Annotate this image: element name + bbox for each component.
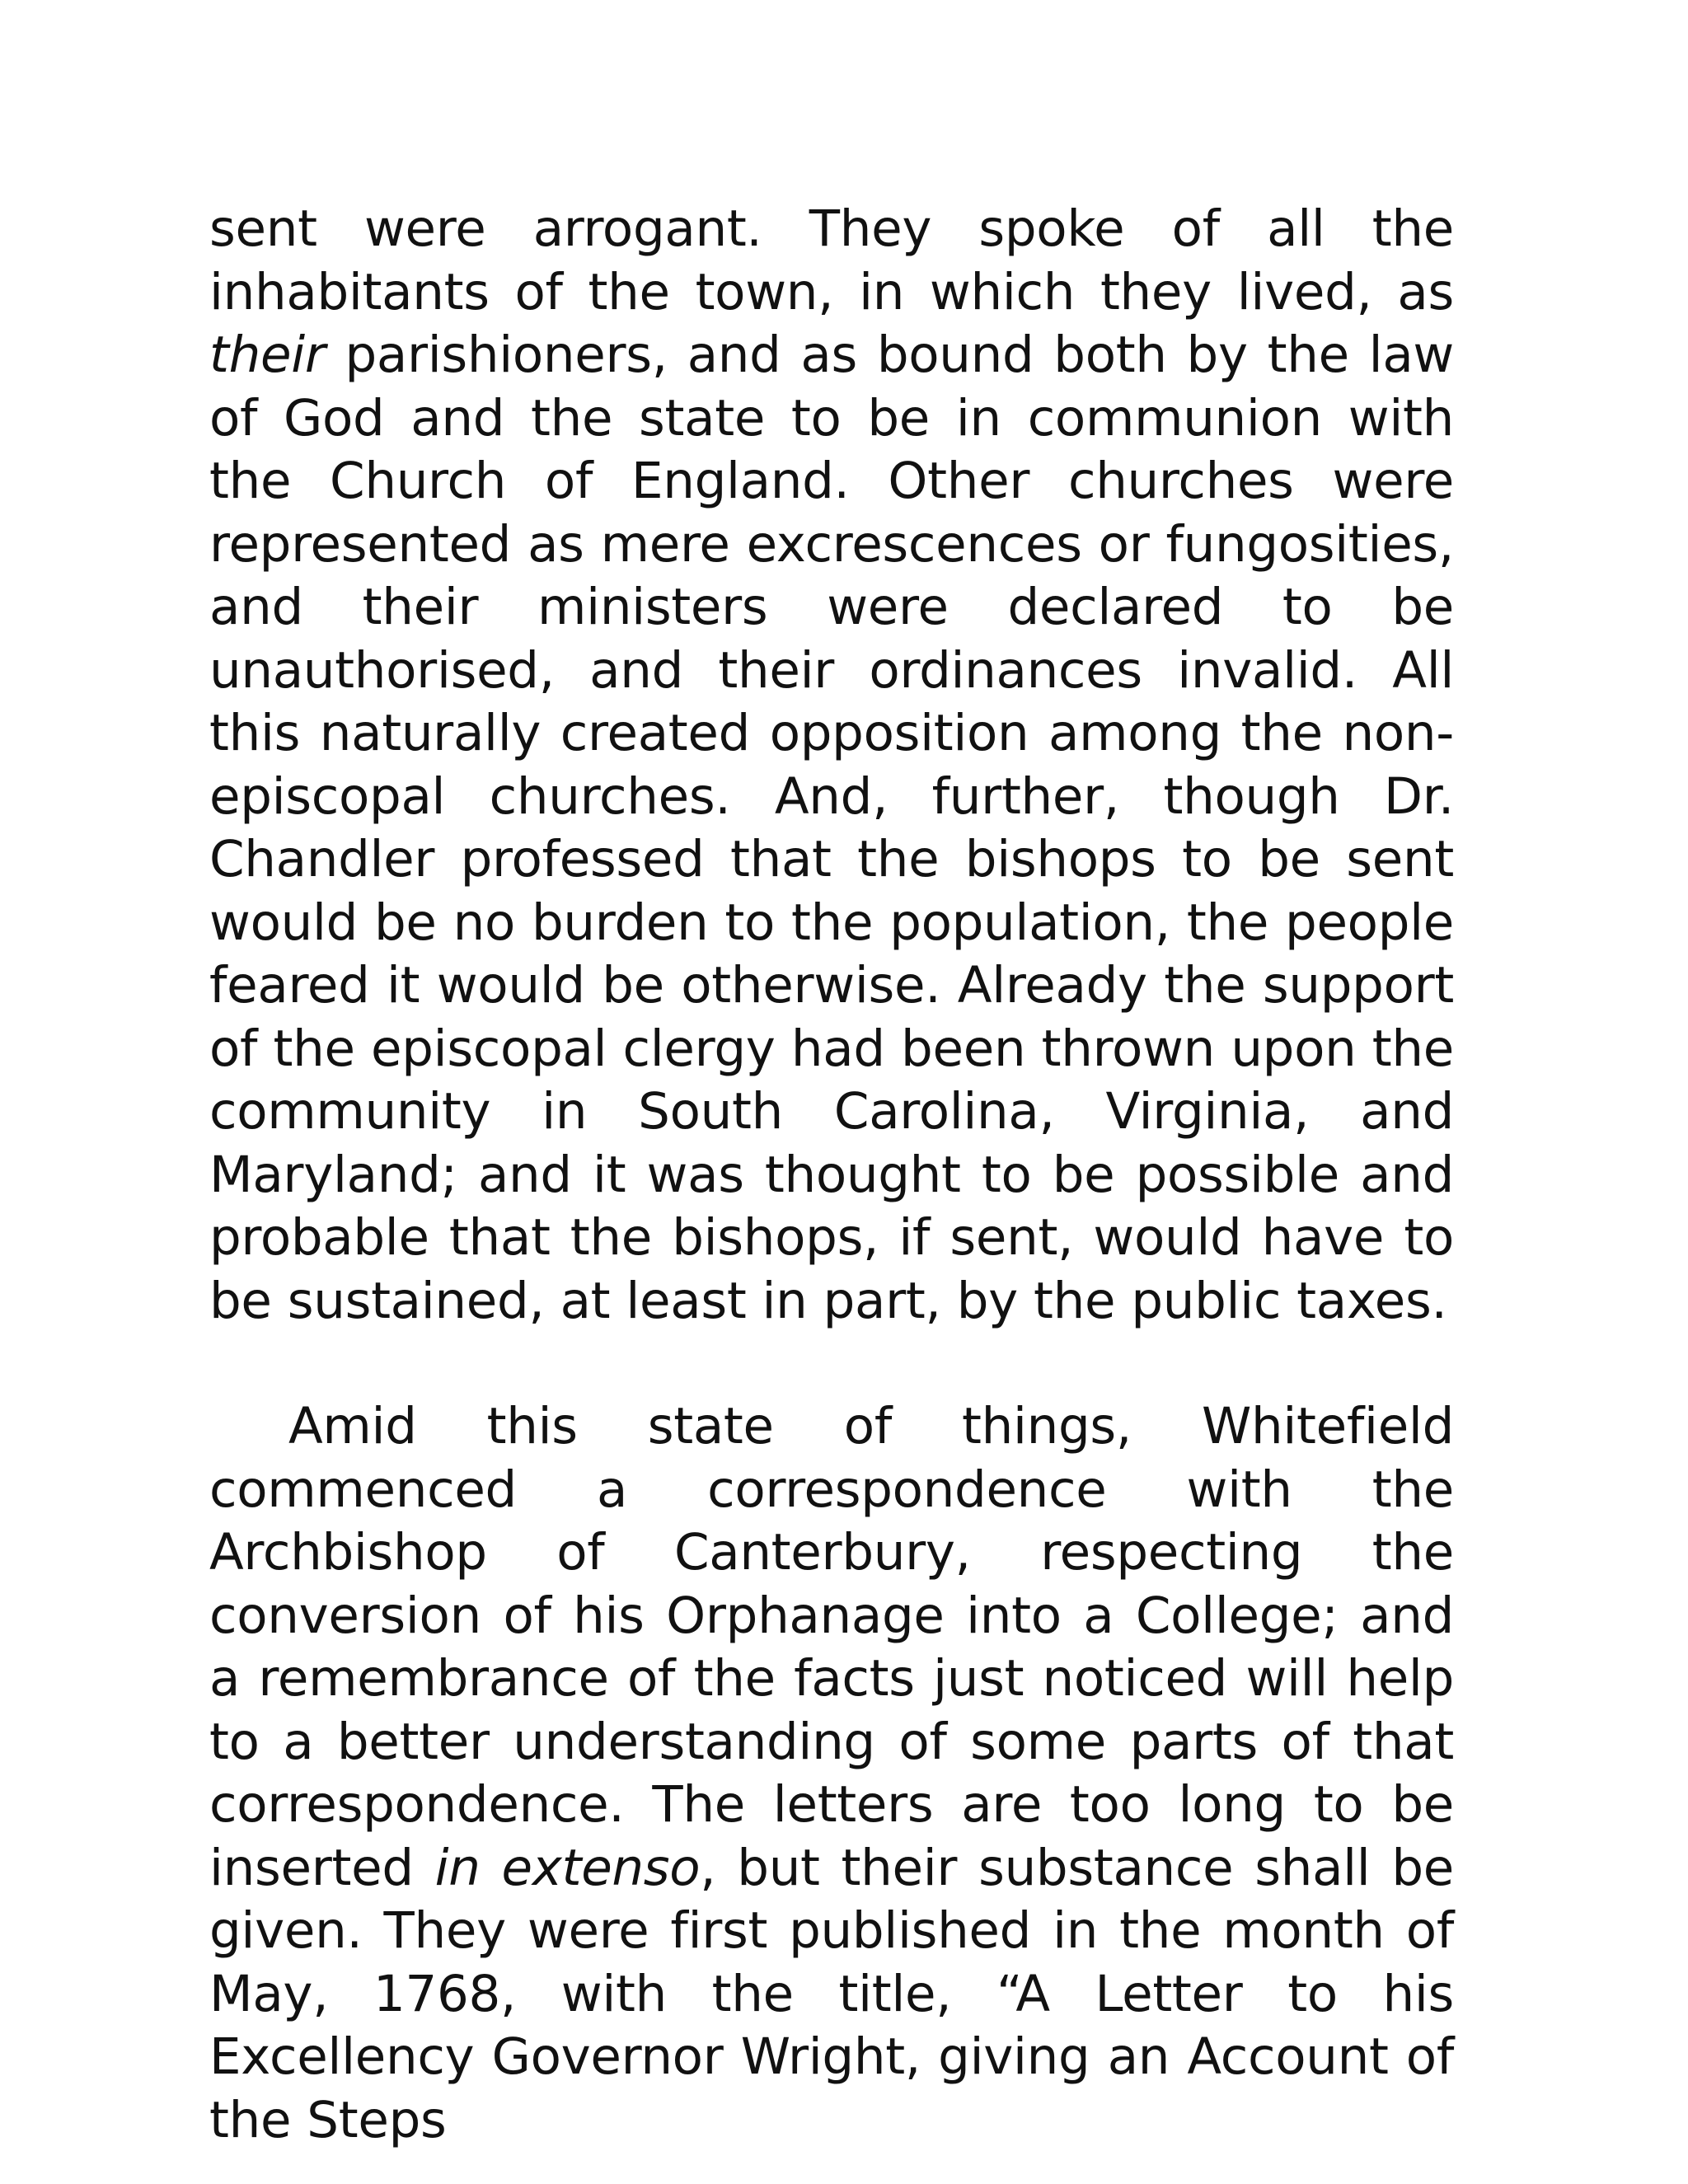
paragraph-text: sent were arrogant. They spoke of all the inhabitants of the town, in which they lived, as bbox=[209, 199, 1454, 321]
italic-text: their bbox=[209, 326, 326, 384]
paragraph bbox=[209, 1395, 1454, 2152]
body-text bbox=[209, 198, 1454, 2152]
paragraph-text: , but their substance shall be given. They were first published in the month of May, 1768, with the title, “A Letter to his Excellency Governor Wright, giving an Account of the Steps bbox=[209, 1838, 1454, 2149]
paragraph-text: Amid this state of things, Whitefield commenced a correspondence with the Archbishop of Canterbury, respecting the conversion of his Orphanage into a College; and a remembrance of the facts just noticed will help to a better understanding of some parts of that correspondence. The letters are too long to be inserted bbox=[209, 1397, 1454, 1897]
paragraph bbox=[209, 198, 1454, 1333]
paragraph-text: parishioners, and as bound both by the law of God and the state to be in communion with the Church of England. Other churches were represented as mere excrescences or fungosities, and their ministers were declared to be unauthorised, and their ordinances invalid. All this naturally created opposition among the non-episcopal churches. And, further, though Dr. Chandler professed that the bishops to be sent would be no burden to the population, the people feared it would be otherwise. Already the support of the episcopal clergy had been thrown upon the community in South Carolina, Virginia, and Maryland; and it was thought to be possible and probable that the bishops, if sent, would have to be sustained, at least in part, by the public taxes. bbox=[209, 326, 1454, 1330]
italic-text: in extenso bbox=[434, 1838, 701, 1897]
